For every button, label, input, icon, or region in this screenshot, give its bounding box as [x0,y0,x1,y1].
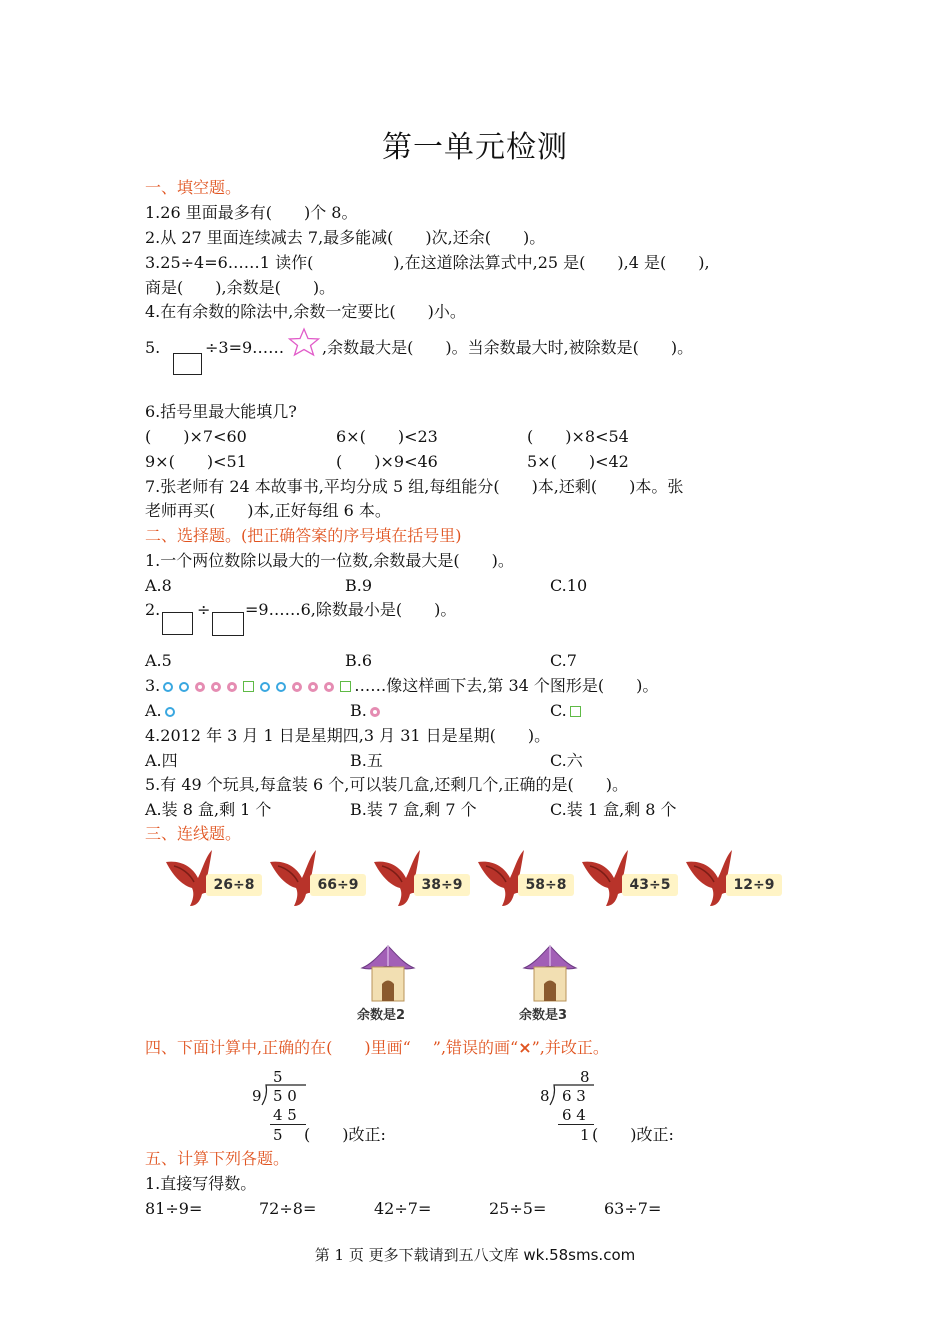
product: 4 5 [273,1106,297,1124]
fill-question-5-end: ,余数最大是( )。当余数最大时,被除数是( )。 [322,338,694,357]
blue-circle-icon [276,682,286,692]
pink-ring-icon [227,682,237,692]
division-card: 38÷9 [414,874,470,896]
fill-question-5-middle: ÷3=9…… [205,338,285,357]
choice-option: A.装 8 盒,剩 1 个 [145,800,272,819]
q6-item: ( )×8<54 [527,427,629,446]
dividend: 6 3 [562,1087,586,1105]
direct-item: 42÷7= [374,1199,432,1218]
choice-question-3-number: 3. [145,676,161,695]
house-label: 余数是2 [357,1008,406,1023]
correction-prompt: ( )改正: [304,1125,386,1144]
choice-option: B. [350,701,383,721]
pink-ring-icon [195,682,205,692]
division-card: 26÷8 [206,874,262,896]
page-title: 第一单元检测 [382,130,568,165]
quotient: 8 [580,1068,590,1086]
divisor: 8 [540,1087,550,1105]
page-footer: 第 1 页 更多下载请到五八文库 wk.58sms.com [314,1246,636,1264]
section-heading-check: 四、下面计算中,正确的在( )里画“ ”,错误的画“×”,并改正。 [145,1038,609,1057]
fill-question-4: 4.在有余数的除法中,余数一定要比( )小。 [145,302,466,321]
dividend: 5 0 [273,1087,297,1105]
fill-question-7-line1: 7.张老师有 24 本故事书,平均分成 5 组,每组能分( )本,还剩( )本。张 [145,477,684,496]
divider [270,1124,306,1125]
division-sign: ÷ [197,600,211,619]
fill-question-5-number: 5. [145,338,161,357]
choice-option: A.5 [145,651,172,670]
product: 6 4 [562,1106,586,1124]
bird-card[interactable] [266,848,376,908]
q6-item: 6×( )<23 [336,427,438,446]
correction-prompt: ( )改正: [592,1125,674,1144]
choice-option: C. [550,701,584,721]
direct-item: 25÷5= [489,1199,547,1218]
q6-item: ( )×7<60 [145,427,247,446]
choice-option: A.8 [145,576,172,595]
choice-option: B.装 7 盒,剩 7 个 [350,800,477,819]
choice-option: B.6 [345,651,373,670]
section-heading-match: 三、连线题。 [145,824,242,843]
green-square-icon [570,706,581,717]
fill-question-3-line1: 3.25÷4=6……1 读作( ),在这道除法算式中,25 是( ),4 是( ), [145,253,710,272]
house-label: 余数是3 [519,1008,568,1023]
green-square-icon [340,681,351,692]
pink-ring-icon [292,682,302,692]
blue-circle-icon [165,707,175,717]
star-icon [287,327,321,357]
section-heading-calc: 五、计算下列各题。 [145,1149,290,1168]
choice-option: A.四 [145,751,178,770]
direct-item: 63÷7= [604,1199,662,1218]
footer-link[interactable]: wk.58sms.com [523,1246,636,1264]
divider [558,1124,594,1125]
direct-label: 1.直接写得数。 [145,1174,257,1193]
section-heading-choice: 二、选择题。(把正确答案的序号填在括号里) [145,526,462,545]
choice-option: A. [145,701,178,721]
choice-question-2-number: 2. [145,600,161,619]
choice-option: C.7 [550,651,577,670]
fill-question-1: 1.26 里面最多有( )个 8。 [145,203,358,222]
fill-question-6: 6.括号里最大能填几? [145,402,297,421]
blank-box [162,612,193,635]
divisor: 9 [252,1087,262,1105]
choice-question-5: 5.有 49 个玩具,每盒装 6 个,可以装几盒,还剩几个,正确的是( )。 [145,775,628,794]
remainder: 1 [580,1126,590,1144]
choice-option: C.10 [550,576,588,595]
blank-box [212,612,244,636]
division-card: 12÷9 [726,874,782,896]
blue-circle-icon [179,682,189,692]
pink-ring-icon [308,682,318,692]
q6-item: 5×( )<42 [527,452,629,471]
pink-ring-icon [324,682,334,692]
fill-question-7-line2: 老师再买( )本,正好每组 6 本。 [145,501,391,520]
q6-item: ( )×9<46 [336,452,438,471]
cross-mark: × [518,1038,532,1057]
choice-question-3-end: ……像这样画下去,第 34 个图形是( )。 [354,676,659,695]
blue-circle-icon [260,682,270,692]
division-card: 66÷9 [310,874,366,896]
bird-card[interactable] [370,848,480,908]
direct-item: 72÷8= [259,1199,317,1218]
pink-ring-icon [370,707,380,717]
bird-card[interactable] [162,848,272,908]
pink-ring-icon [211,682,221,692]
choice-option: B.9 [345,576,373,595]
choice-question-4: 4.2012 年 3 月 1 日是星期四,3 月 31 日是星期( )。 [145,726,551,745]
quotient: 5 [273,1068,283,1086]
blue-circle-icon [163,682,173,692]
fill-question-2: 2.从 27 里面连续减去 7,最多能减( )次,还余( )。 [145,228,546,247]
bird-card[interactable] [682,848,792,908]
choice-question-1: 1.一个两位数除以最大的一位数,余数最大是( )。 [145,551,514,570]
bird-card[interactable] [578,848,688,908]
blank-box [173,353,202,375]
choice-question-2-end: =9……6,除数最小是( )。 [245,600,457,619]
division-card: 58÷8 [518,874,574,896]
green-square-icon [243,681,254,692]
choice-option: B.五 [350,751,383,770]
section-heading-fill: 一、填空题。 [145,178,242,197]
choice-question-3 [145,676,658,696]
remainder: 5 [273,1126,283,1144]
division-card: 43÷5 [622,874,678,896]
direct-item: 81÷9= [145,1199,203,1218]
house-icon[interactable] [358,944,418,1004]
choice-option: C.装 1 盒,剩 8 个 [550,800,677,819]
house-icon[interactable] [520,944,580,1004]
choice-option: C.六 [550,751,583,770]
fill-question-3-line2: 商是( ),余数是( )。 [145,278,336,297]
q6-item: 9×( )<51 [145,452,247,471]
bird-card[interactable] [474,848,584,908]
